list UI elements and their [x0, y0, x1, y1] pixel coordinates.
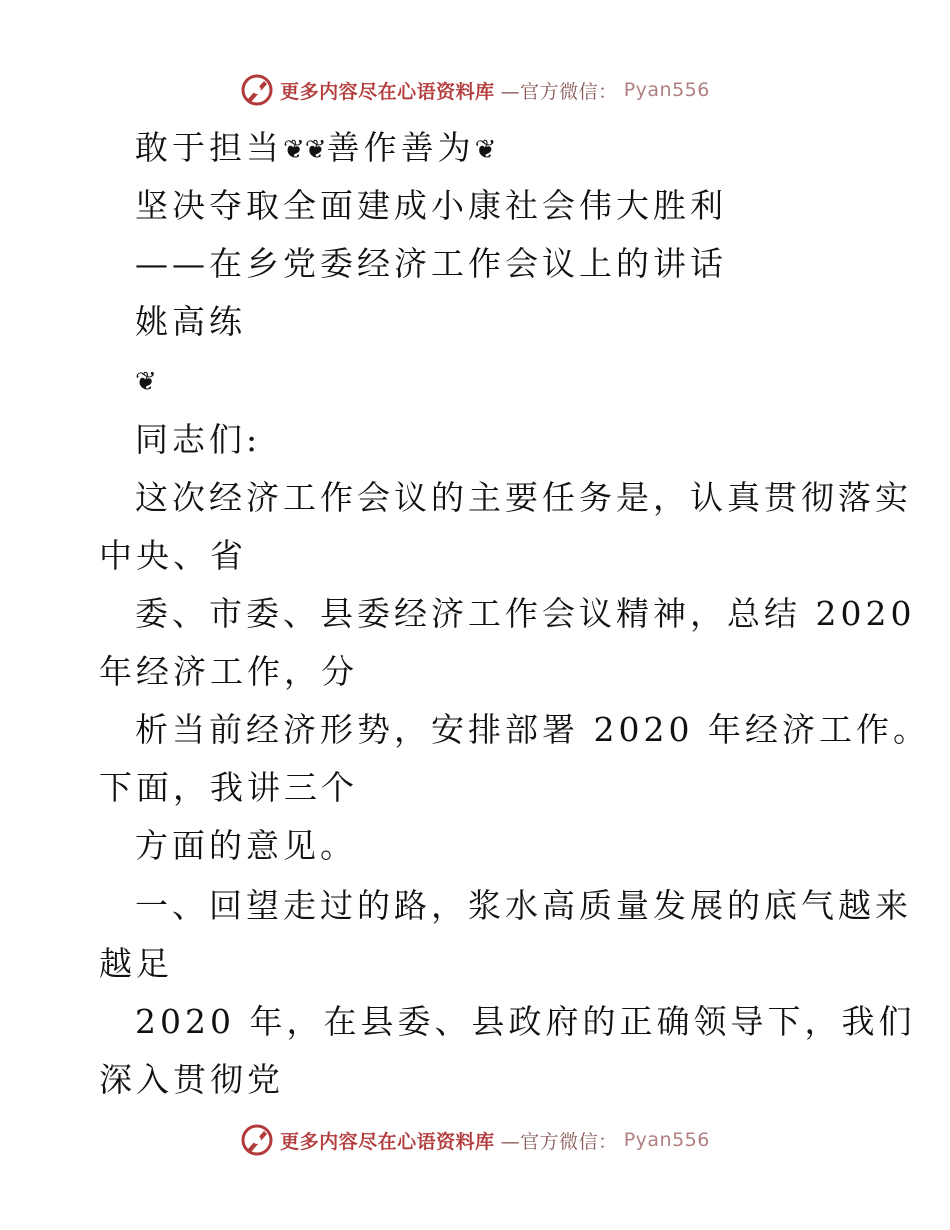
salutation: 同志们:	[135, 420, 262, 459]
subtitle-line: ——在乡党委经济工作会议上的讲话	[135, 244, 727, 283]
pen-seal-logo-icon	[240, 1123, 274, 1157]
section-heading: 一、回望走过的路，浆水高质量发展的底气越来	[135, 886, 912, 925]
banner-text-library: 更多内容尽在心语资料库	[280, 1130, 495, 1153]
banner-text-id: Pyan556	[623, 1129, 710, 1151]
title-phrase-2: 善作善为	[326, 128, 475, 167]
title-phrase-1: 敢于担当	[135, 128, 283, 167]
banner-text-id: Pyan556	[623, 79, 710, 101]
banner-text-library: 更多内容尽在心语资料库	[280, 80, 495, 103]
fleuron-icon: ❦	[135, 367, 157, 397]
fleuron-icon: ❦	[283, 135, 305, 165]
author-name: 姚高练	[135, 302, 246, 341]
footer-banner	[0, 1120, 950, 1160]
paragraph-line: 这次经济工作会议的主要任务是，认真贯彻落实	[135, 478, 912, 517]
section-ornament	[135, 360, 157, 402]
paragraph-line: 深入贯彻党	[99, 1060, 284, 1099]
title-line-1	[135, 128, 496, 170]
paragraph-line: 委、市委、县委经济工作会议精神，总结 2020	[135, 594, 916, 633]
paragraph-line: 析当前经济形势，安排部署 2020 年经济工作。	[135, 710, 930, 749]
paragraph-line: 方面的意见。	[135, 826, 357, 865]
section-heading-cont: 越足	[99, 944, 173, 983]
banner-text-wechat: —官方微信：	[500, 1130, 618, 1153]
banner-text-wechat: —官方微信：	[500, 80, 618, 103]
fleuron-icon: ❦	[304, 135, 327, 165]
title-line-2: 坚决夺取全面建成小康社会伟大胜利	[135, 186, 727, 225]
paragraph-line: 中央、省	[99, 536, 247, 575]
paragraph-line: 2020 年，在县委、县政府的正确领导下，我们	[135, 1002, 916, 1041]
paragraph-line: 下面，我讲三个	[99, 768, 358, 807]
paragraph-line: 年经济工作，分	[99, 652, 358, 691]
fleuron-icon: ❦	[474, 135, 497, 165]
